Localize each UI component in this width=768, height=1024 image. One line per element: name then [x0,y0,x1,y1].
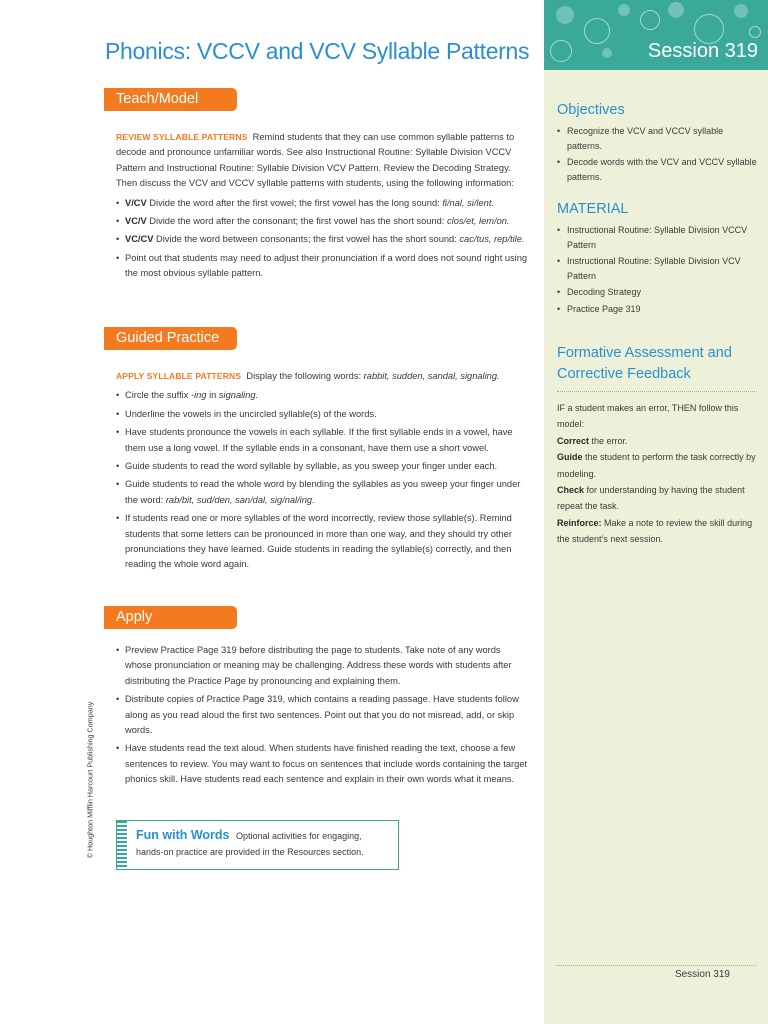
list-item: • Preview Practice Page 319 before distributing the page to students. Take note of any words whose pronunciation or meaning may be challenging. Address these words with students after distributing the Practice Page by pronouncing and explaining them. [116,643,528,689]
fun-description: Optional activities for engaging, hands-on practice are provided in the Resources section. [136,831,364,857]
list-item: • Decode words with the VCV and VCCV syllable patterns. [557,155,757,184]
bubble-decoration [640,10,660,30]
session-banner [544,0,768,70]
pattern-text: Divide the word after the first vowel; the first vowel has the long sound: [149,197,440,208]
guided-section [116,369,528,576]
objectives-list [557,124,757,184]
list-item: • Have students read the text aloud. When students have finished reading the text, choose a few sentences to review. You may want to focus on sentences that include words containing the target phonics skill. Have students read each sentence and explain in their own words what it means. [116,741,528,787]
footer-divider [556,965,756,966]
guided-lead [116,369,528,384]
apply-heading: Apply [116,609,153,625]
material-heading: MATERIAL [557,201,629,217]
objectives-section [557,100,757,186]
list-item [116,459,528,474]
material-section [557,199,757,318]
bubble-decoration [749,26,761,38]
pattern-example: clos/et, lem/on. [446,216,510,227]
step-text: If students read one or more syllables of the word incorrectly, review those syllable(s). Remind students that some letters can be pronounced in more than one way, and they should try other pronunciations they have learned. Guide students in reading the syllable(s) correctly, and then reading the whole word again. [125,513,512,570]
teach-lead-label: REVIEW SYLLABLE PATTERNS [116,132,248,142]
list-item [116,425,528,456]
fa-step [557,433,757,449]
teach-heading: Teach/Model [116,91,199,107]
list-item [116,196,528,211]
list-item [116,407,528,422]
teach-lead [116,130,528,192]
apply-list [116,643,528,788]
fun-box-text [136,827,391,860]
page-title: Phonics: VCCV and VCV Syllable Patterns [105,38,530,64]
divider [557,391,757,392]
list-item: • Instructional Routine: Syllable Division VCCV Pattern [557,223,757,252]
fun-with-words-box [116,820,399,870]
material-list [557,223,757,316]
list-item: • Practice Page 319 [557,302,757,317]
guided-heading: Guided Practice [116,330,220,346]
teach-list [116,196,528,282]
pattern-text: Divide the word after the consonant; the first vowel has the short sound: [149,216,445,227]
list-item [116,477,528,508]
fun-box-stripe [117,821,127,869]
footer-session-label: Session 319 [674,969,730,980]
step-text: Underline the vowels in the uncircled syllable(s) of the words. [125,408,377,419]
fa-step [557,515,757,548]
bubble-decoration [556,6,574,24]
list-item [116,232,528,247]
fa-step-text: the error. [591,435,628,446]
bubble-decoration [602,48,612,58]
bubble-decoration [618,4,630,16]
sidebar [544,0,768,1024]
fa-step-text: for understanding by having the student repeat the task. [557,485,745,512]
objectives-heading: Objectives [557,102,625,118]
copyright-notice: © Houghton Mifflin Harcourt Publishing Company [85,701,95,859]
pattern-text: Divide the word between consonants; the first vowel has the short sound: [156,234,457,245]
step-italic: signaling. [218,390,259,401]
session-title: Session 319 [647,40,758,62]
list-item [116,251,528,282]
teach-section [116,130,528,285]
fun-label: Fun with Words [136,828,230,842]
list-item: • Instructional Routine: Syllable Division VCV Pattern [557,254,757,283]
formative-assessment-section [557,343,757,548]
step-text: Have students pronounce the vowels in each syllable. If the first syllable ends in a vowel, have them use a long vowel. If the syllable ends in a consonant, have them use a short vowel. [125,427,513,453]
list-item: • Recognize the VCV and VCCV syllable patterns. [557,124,757,153]
fa-step-term: Correct [557,435,590,446]
pattern-term: VC/V [125,216,147,227]
apply-section [116,643,528,791]
list-item [116,214,528,229]
pattern-term: V/CV [125,197,147,208]
step-text: in [206,390,219,401]
step-text: Guide students to read the whole word by blending the syllables as you sweep your finger under the word: [125,479,521,505]
teach-lead-text: Remind students that they can use common syllable patterns to decode and pronounce unfamiliar words. See also Instructional Routine: Syllable Division VCCV Pattern and Instructional Routine: Syllable Division VCV Pattern. Review the Decoding Strategy. Then discuss the VCV and VCCV syllable patterns with students, using the following information: [116,132,515,189]
bubble-decoration [584,18,610,44]
list-item [116,511,528,573]
bubble-decoration [734,4,748,18]
pattern-text: Point out that students may need to adjust their pronunciation if a word does not sound right using the most obvious syllable pattern. [125,252,528,279]
list-item: • Decoding Strategy [557,285,757,300]
pattern-example: cac/tus, rep/tile. [459,234,525,245]
fa-step-term: Guide [557,452,583,463]
section-tab-guided-practice [104,327,232,350]
fa-step-text: the student to perform the task correctly by modeling. [557,452,756,479]
pattern-term: VC/CV [125,234,154,245]
bubble-decoration [550,40,572,62]
fa-step-text: Make a note to review the skill during the student’s next session. [557,517,753,545]
section-tab-apply [104,606,232,629]
step-text: Circle the suffix [125,390,191,401]
section-tab-teach-model [104,88,232,111]
fa-step-term: Check [557,485,585,496]
step-italic: rab/bit, sud/den, san/dal, sig/nal/ing. [165,494,315,505]
fa-step [557,449,757,482]
pattern-example: fi/nal, si/lent. [442,197,494,208]
guided-list [116,388,528,572]
fa-step [557,482,757,515]
formative-assessment-body [557,400,757,548]
step-italic: -ing [190,390,207,401]
bubble-decoration [668,2,684,18]
guided-lead-text: Display the following words: [246,371,362,381]
list-item [116,388,528,403]
fa-intro: IF a student makes an error, THEN follow this model: [557,403,739,430]
step-text: Guide students to read the word syllable by syllable, as you sweep your finger under each. [125,461,498,472]
list-item: • Distribute copies of Practice Page 319, which contains a reading passage. Have students follow along as you read aloud the first two sentences. Point out that you do not misread, add, or skip words. [116,692,528,738]
formative-assessment-heading: Formative Assessment and Corrective Feedback [557,345,732,382]
fa-step-term: Reinforce: [557,517,602,528]
guided-lead-words: rabbit, sudden, sandal, signaling. [363,371,500,381]
guided-lead-label: APPLY SYLLABLE PATTERNS [116,371,242,381]
